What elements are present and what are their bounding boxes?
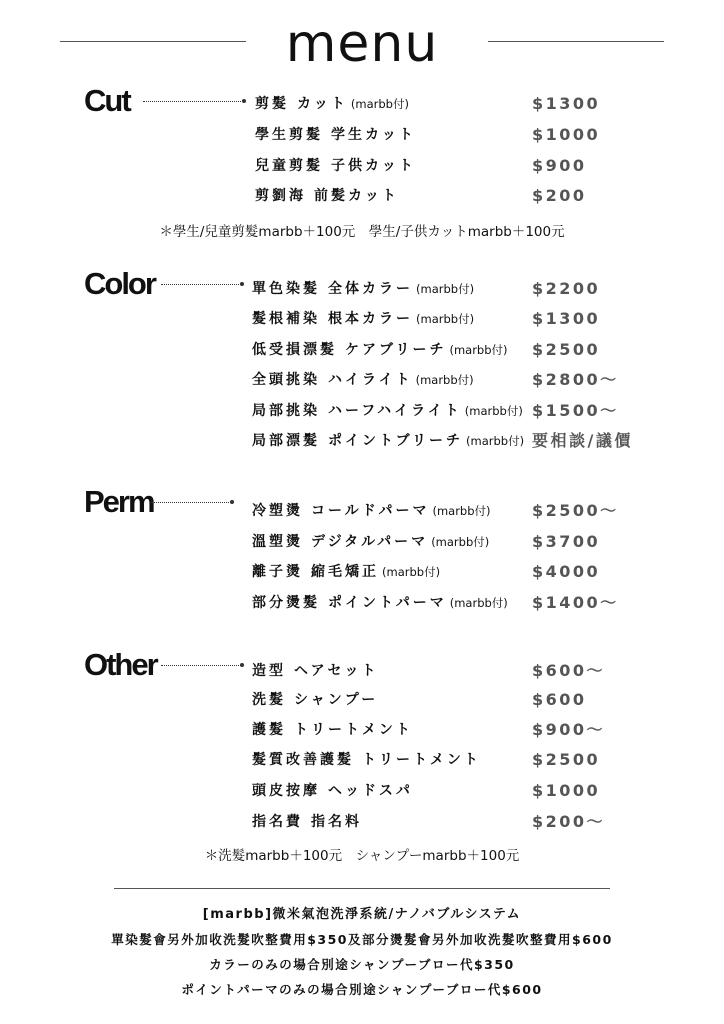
menu-item-row (0, 748, 724, 772)
menu-item-row (0, 530, 724, 554)
menu-item-row (0, 92, 724, 116)
menu-item-name (252, 810, 362, 834)
menu-item-name (252, 591, 508, 615)
section-title-cut: Cut (84, 83, 130, 118)
menu-item-row (0, 688, 724, 712)
item-name-zh: 冷塑燙 (252, 503, 303, 519)
item-price: $200 (532, 186, 587, 205)
item-name-zh: 護髮 (252, 722, 286, 738)
item-name-jp: ヘッドスパ (328, 783, 413, 799)
item-name-zh: 洗髮 (252, 692, 286, 708)
section-title-color: Color (84, 266, 155, 301)
menu-item-name (252, 399, 523, 423)
item-price: 要相談/議價 (532, 431, 633, 450)
menu-item-name (255, 92, 409, 116)
item-price: $1000 (532, 781, 601, 800)
menu-item-row (0, 499, 724, 523)
item-name-zh: 單色染髮 (252, 281, 320, 297)
footer-line: [marbb]微米氣泡洗淨系統/ナノバブルシステム (202, 907, 522, 922)
menu-item-row (0, 338, 724, 362)
item-name-zh: 學生剪髮 (255, 127, 323, 143)
header-rule-right (488, 41, 664, 42)
section-footnote: ＊學生/兒童剪髮marbb＋100元 學生/子供カットmarbb＋100元 (159, 224, 565, 240)
item-price: $900～ (532, 720, 606, 739)
menu-item-name (252, 530, 489, 554)
item-name-zh: 髮質改善護髮 (252, 752, 354, 768)
menu-item-name (255, 123, 416, 147)
item-note: (marbb付) (449, 596, 508, 610)
section-title-other: Other (84, 647, 157, 682)
menu-item-name (252, 688, 378, 712)
item-price: $600 (532, 690, 587, 709)
item-name-jp: 縮毛矯正 (311, 564, 379, 580)
item-name-jp: 学生カット (331, 127, 416, 143)
menu-item-row (0, 368, 724, 392)
item-name-jp: トリートメント (362, 752, 481, 768)
item-note: (marbb付) (464, 404, 523, 418)
item-price: $900 (532, 156, 587, 175)
item-name-jp: コールドパーマ (311, 503, 430, 519)
item-price: $1300 (532, 309, 601, 328)
item-price: $2500～ (532, 501, 619, 520)
menu-item-row (0, 184, 724, 208)
item-name-zh: 局部漂髮 (252, 433, 320, 449)
item-price: $1000 (532, 125, 601, 144)
menu-item-name (252, 560, 440, 584)
item-name-zh: 指名費 (252, 814, 303, 830)
menu-item-row (0, 399, 724, 423)
footer-line: カラーのみの場合別途シャンプーブロー代$350 (209, 957, 515, 972)
item-note: (marbb付) (416, 312, 475, 326)
menu-item-name (252, 429, 524, 453)
menu-item-row (0, 591, 724, 615)
item-name-jp: カット (297, 96, 348, 112)
item-note: (marbb付) (449, 343, 508, 357)
menu-item-name (252, 718, 413, 742)
item-price: $1300 (532, 94, 601, 113)
item-name-jp: ハーフハイライト (328, 403, 462, 419)
item-name-jp: 子供カット (331, 158, 416, 174)
menu-item-name (255, 154, 416, 178)
footer-divider (114, 888, 610, 889)
page-title: menu (285, 14, 439, 74)
item-note: (marbb付) (416, 282, 475, 296)
menu-item-name (252, 368, 474, 392)
footer-line: 單染髮會另外加收洗髮吹整費用$350及部分燙髮會另外加收洗髮吹整費用$600 (111, 932, 613, 947)
menu-item-row (0, 779, 724, 803)
item-price: $600～ (532, 661, 606, 680)
item-name-zh: 造型 (252, 663, 286, 679)
item-name-zh: 剪髮 (255, 96, 289, 112)
item-name-zh: 頭皮按摩 (252, 783, 320, 799)
item-price: $2500 (532, 340, 601, 359)
item-name-zh: 部分燙髮 (252, 595, 320, 611)
menu-header (0, 14, 724, 74)
menu-item-row (0, 429, 724, 453)
item-name-jp: 指名料 (311, 814, 362, 830)
menu-item-name (252, 659, 378, 683)
item-name-zh: 低受損漂髮 (252, 342, 337, 358)
item-note: (marbb付) (431, 535, 490, 549)
item-note: (marbb付) (382, 565, 441, 579)
menu-item-row (0, 154, 724, 178)
item-name-jp: シャンプー (294, 692, 379, 708)
menu-item-row (0, 123, 724, 147)
item-name-jp: ヘアセット (294, 663, 379, 679)
menu-item-name (252, 748, 481, 772)
item-name-zh: 兒童剪髮 (255, 158, 323, 174)
item-name-zh: 溫塑燙 (252, 534, 303, 550)
menu-item-name (252, 779, 413, 803)
menu-item-row (0, 277, 724, 301)
item-price: $2500 (532, 750, 601, 769)
item-name-jp: 前髪カット (314, 188, 399, 204)
item-name-jp: ポイントパーマ (328, 595, 447, 611)
item-price: $1400～ (532, 593, 619, 612)
item-note: (marbb付) (415, 373, 474, 387)
item-price: $2800～ (532, 370, 619, 389)
section-title-perm: Perm (84, 484, 154, 519)
section-footnote: ＊洗髮marbb＋100元 シャンプーmarbb＋100元 (204, 848, 520, 864)
menu-item-name (252, 499, 491, 523)
item-name-jp: ハイライト (328, 372, 413, 388)
item-name-zh: 髮根補染 (252, 311, 320, 327)
item-name-zh: 全頭挑染 (252, 372, 320, 388)
item-note: (marbb付) (432, 504, 491, 518)
item-note: (marbb付) (466, 434, 525, 448)
menu-item-name (252, 307, 474, 331)
item-name-jp: ポイントブリーチ (328, 433, 464, 449)
menu-item-name (252, 277, 474, 301)
item-price: $200～ (532, 812, 606, 831)
menu-item-row (0, 659, 724, 683)
menu-item-row (0, 718, 724, 742)
menu-item-row (0, 307, 724, 331)
item-name-jp: 根本カラー (328, 311, 413, 327)
item-name-zh: 剪劉海 (255, 188, 306, 204)
menu-item-row (0, 560, 724, 584)
item-price: $4000 (532, 562, 601, 581)
item-name-zh: 離子燙 (252, 564, 303, 580)
item-name-jp: デジタルパーマ (311, 534, 429, 550)
menu-item-name (255, 184, 399, 208)
item-price: $2200 (532, 279, 601, 298)
item-note: (marbb付) (350, 97, 409, 111)
footer-line: ポイントパーマのみの場合別途シャンプーブロー代$600 (181, 982, 543, 997)
menu-item-name (252, 338, 508, 362)
item-name-jp: ケアブリーチ (345, 342, 447, 358)
menu-item-row (0, 810, 724, 834)
item-name-zh: 局部挑染 (252, 403, 320, 419)
item-name-jp: 全体カラー (328, 281, 413, 297)
item-price: $1500～ (532, 401, 619, 420)
item-name-jp: トリートメント (294, 722, 413, 738)
item-price: $3700 (532, 532, 601, 551)
